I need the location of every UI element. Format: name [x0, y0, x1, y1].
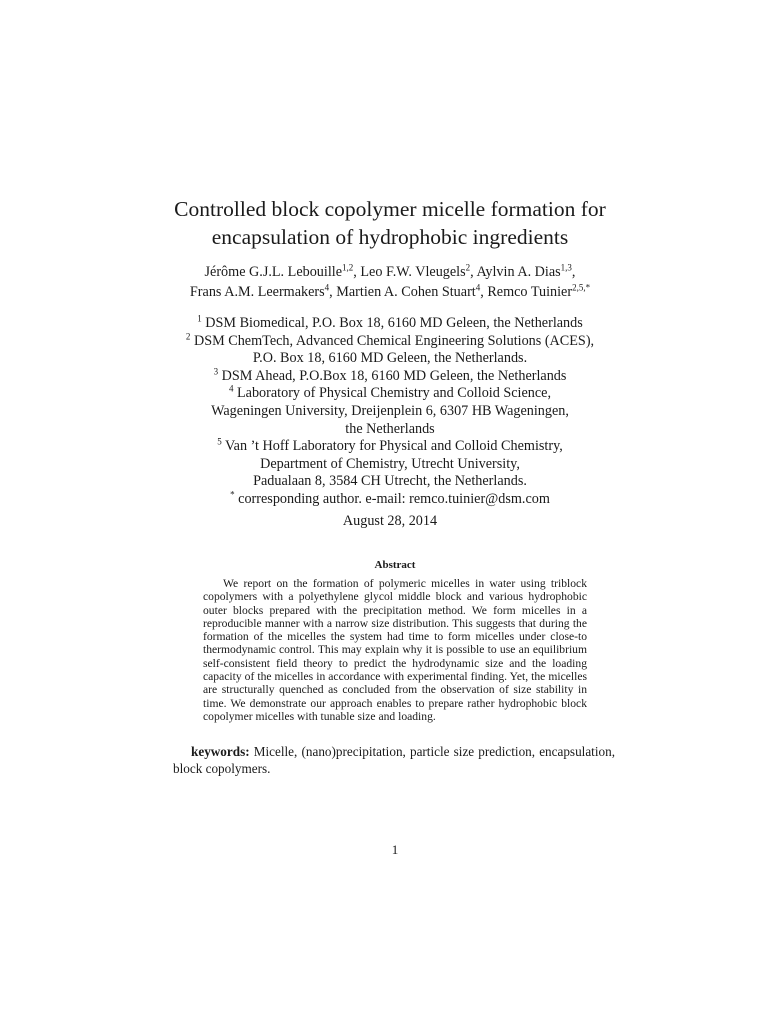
affiliation-line [140, 473, 640, 491]
author-name: Aylvin A. Dias [476, 264, 561, 280]
affiliation-text: DSM Ahead, P.O.Box 18, 6160 MD Geleen, the Netherlands [218, 367, 567, 384]
affiliation-text: Wageningen University, Dreijenplein 6, 6307 HB Wageningen, [211, 402, 569, 419]
author-affiliation-mark: 4 [324, 282, 330, 293]
author-name: Remco Tuinier [487, 284, 573, 300]
publication-date: August 28, 2014 [342, 513, 438, 529]
page-number: 1 [391, 842, 399, 857]
keywords-text: Micelle, (nano)precipitation, particle size prediction, encapsulation, block copolymers. [173, 744, 619, 776]
author-line [140, 282, 640, 302]
affiliation-line [140, 421, 640, 439]
affiliation-line [140, 315, 640, 333]
author-affiliation-mark: 2 [465, 262, 471, 273]
keywords-label: keywords: [191, 744, 250, 759]
author-separator: , [470, 264, 477, 280]
affiliation-line [140, 403, 640, 421]
author-name: Jérôme G.J.L. Lebouille [204, 264, 343, 280]
author-separator: , [329, 284, 337, 300]
author-separator: , [480, 284, 488, 300]
affiliation-mark: 1 [197, 313, 202, 324]
author-affiliation-mark: 4 [475, 282, 481, 293]
affiliation-line [140, 330, 640, 351]
affiliation-mark: 3 [213, 366, 219, 377]
author-affiliation-mark: 1,3 [560, 262, 572, 273]
abstract-heading: Abstract [374, 559, 416, 571]
affiliation-text: DSM Biomedical, P.O. Box 18, 6160 MD Geleen, the Netherlands [201, 315, 583, 331]
author-name: Leo F.W. Vleugels [360, 264, 466, 280]
affiliation-text: DSM ChemTech, Advanced Chemical Engineering Solutions (ACES), [190, 332, 595, 349]
author-line [140, 262, 640, 282]
author-separator: , [571, 264, 576, 280]
affiliation-mark: 5 [217, 436, 222, 447]
affiliation-mark: 2 [185, 330, 191, 341]
abstract-body: We report on the formation of polymeric micelles in water using triblock copolymers with a polyethylene glycol middle block and various hydrophobic outer blocks prepared with the precipitation method. We form micelles in a reproducible manner with a narrow size distribution. This suggests that during the formation of the micelles the system had time to form micelles under close-to thermodynamic control. This may explain why it is possible to use an equilibrium self-consistent field theory to predict the hydrodynamic size and the loading capacity of the micelles in accordance with experimental finding. Yet, the micelles are structurally quenched as concluded from the observation of size stability in time. We demonstrate our approach enables to prepare rather hydrophobic block copolymer micelles with tunable size and loading. [203, 577, 587, 723]
affiliation-text: Department of Chemistry, Utrecht University, [260, 455, 520, 472]
affiliation-text: Van ’t Hoff Laboratory for Physical and Colloid Chemistry, [221, 438, 563, 455]
affiliation-list [140, 315, 640, 509]
affiliation-text: Laboratory of Physical Chemistry and Colloid Science, [233, 385, 552, 402]
title-line: Controlled block copolymer micelle formation for [174, 197, 606, 221]
affiliation-text: Padualaan 8, 3584 CH Utrecht, the Netherlands. [253, 473, 527, 490]
affiliation-line [140, 385, 640, 403]
affiliation-line [140, 456, 640, 474]
affiliation-text: corresponding author. e-mail: remco.tuinier@dsm.com [234, 490, 550, 507]
keywords-paragraph [173, 743, 619, 777]
author-name: Martien A. Cohen Stuart [336, 284, 476, 300]
title-line: encapsulation of hydrophobic ingredients [211, 225, 569, 249]
author-list [140, 262, 640, 302]
author-affiliation-mark: 1,2 [342, 262, 354, 273]
author-name: Frans A.M. Leermakers [189, 284, 325, 300]
affiliation-line [140, 491, 640, 509]
author-separator: , [353, 264, 361, 280]
affiliation-line [140, 368, 640, 386]
affiliation-text: the Netherlands [345, 420, 435, 437]
affiliation-line [140, 438, 640, 456]
affiliation-mark: 4 [228, 383, 234, 394]
affiliation-mark: * [230, 489, 235, 500]
author-affiliation-mark: 2,5,* [572, 282, 591, 293]
affiliation-text: P.O. Box 18, 6160 MD Geleen, the Netherlands. [252, 350, 528, 367]
paper-title [150, 195, 630, 251]
